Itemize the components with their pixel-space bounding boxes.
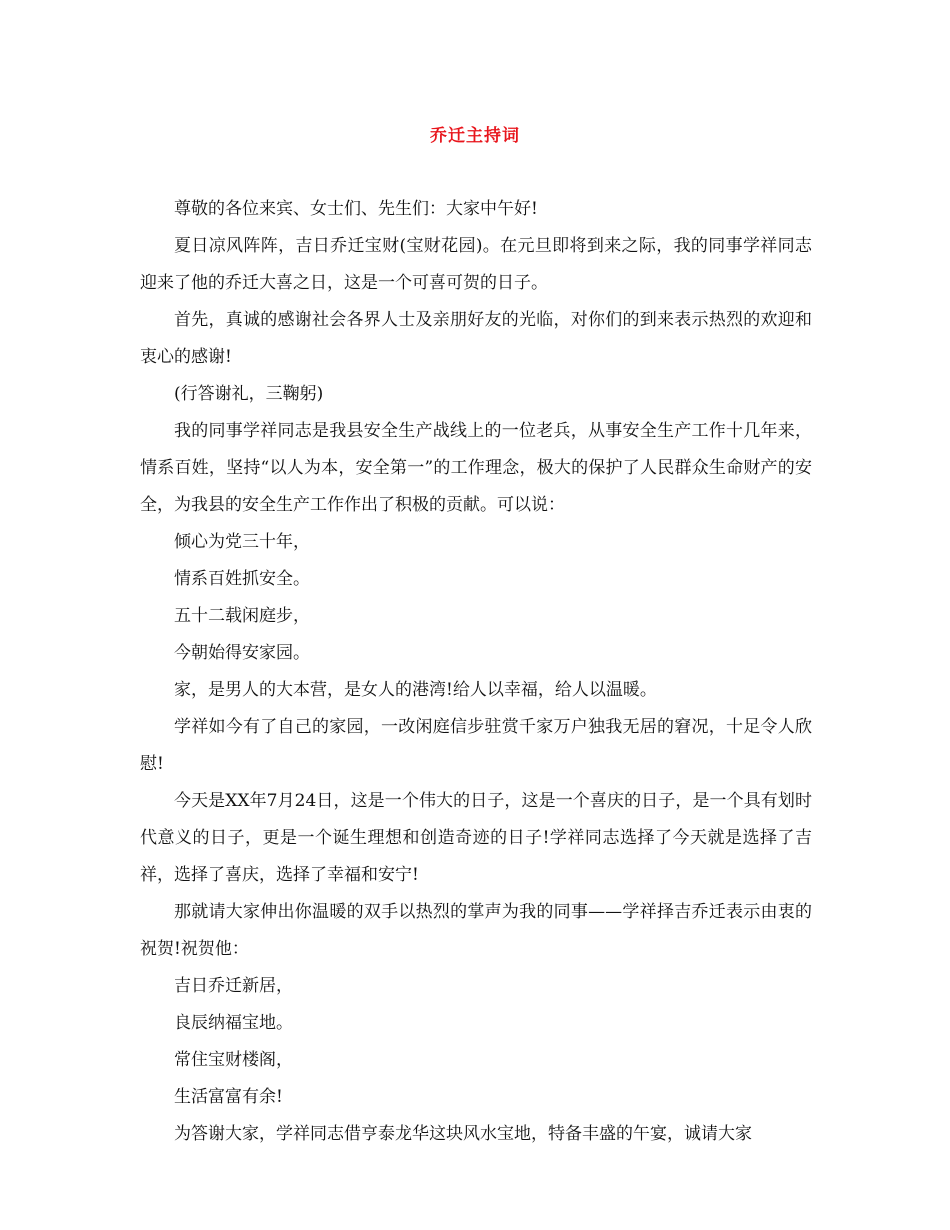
poem-line: 倾心为党三十年， [174, 532, 310, 552]
poem-line: 常住宝财楼阁， [174, 1050, 293, 1070]
poem-line: 吉日乔迁新居， [174, 976, 293, 996]
document-title: 乔迁主持词 [430, 126, 520, 146]
paragraph: (行答谢礼，三鞠躬) [174, 384, 324, 404]
poem-line: 良辰纳福宝地。 [174, 1013, 293, 1033]
document-body [140, 191, 812, 1153]
poem-line: 生活富富有余! [174, 1087, 283, 1107]
paragraph: 那就请大家伸出你温暖的双手以热烈的掌声为我的同事——学祥择吉乔迁表示由衷的祝贺!祝贺他： [140, 902, 812, 959]
paragraph: 首先，真诚的感谢社会各界人士及亲朋好友的光临，对你们的到来表示热烈的欢迎和衷心的感谢! [140, 310, 812, 367]
paragraph: 家，是男人的大本营，是女人的港湾!给人以幸福，给人以温暖。 [174, 680, 657, 700]
paragraph: 我的同事学祥同志是我县安全生产战线上的一位老兵，从事安全生产工作十几年来，情系百姓，坚持“以人为本，安全第一”的工作理念，极大的保护了人民群众生命财产的安全，为我县的安全生产工作作出了积极的贡献。可以说： [140, 421, 812, 515]
paragraph: 尊敬的各位来宾、女士们、先生们：大家中午好! [174, 199, 538, 219]
poem-line: 情系百姓抓安全。 [174, 569, 310, 589]
paragraph: 今天是XX年7月24日，这是一个伟大的日子，这是一个喜庆的日子，是一个具有划时代意义的日子，更是一个诞生理想和创造奇迹的日子!学祥同志选择了今天就是选择了吉祥，选择了喜庆，选择了幸福和安宁! [140, 791, 812, 885]
paragraph: 学祥如今有了自己的家园，一改闲庭信步驻赏千家万户独我无居的窘况，十足令人欣慰! [140, 717, 812, 774]
paragraph: 为答谢大家，学祥同志借亨泰龙华这块风水宝地，特备丰盛的午宴，诚请大家 [174, 1124, 752, 1144]
poem-line: 今朝始得安家园。 [174, 643, 310, 663]
poem-line: 五十二载闲庭步， [174, 606, 310, 626]
paragraph: 夏日凉风阵阵，吉日乔迁宝财(宝财花园)。在元旦即将到来之际，我的同事学祥同志迎来了他的乔迁大喜之日，这是一个可喜可贺的日子。 [140, 236, 812, 293]
